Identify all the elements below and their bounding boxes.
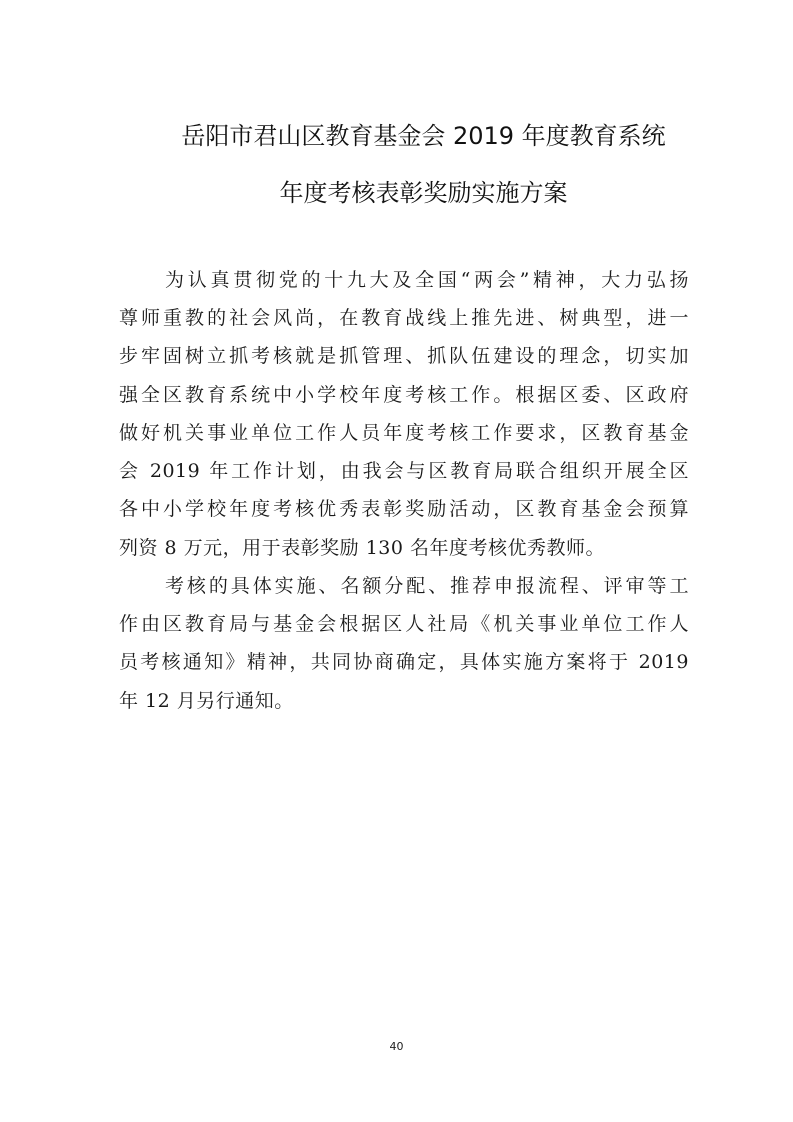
paragraph-line: 做好机关事业单位工作人员年度考核工作要求，区教育基金 <box>119 422 689 444</box>
document-title-line-1: 岳阳市君山区教育基金会 2019 年度教育系统 <box>181 122 666 150</box>
paragraph-line: 员考核通知》精神，共同协商确定，具体实施方案将于 2019 <box>119 651 689 673</box>
paragraph-line: 会 2019 年工作计划，由我会与区教育局联合组织开展全区 <box>119 460 689 482</box>
paragraph-line: 尊师重教的社会风尚，在教育战线上推先进、树典型，进一 <box>119 307 689 329</box>
paragraph-line: 各中小学校年度考核优秀表彰奖励活动，区教育基金会预算 <box>119 498 689 520</box>
paragraph-line: 作由区教育局与基金会根据区人社局《机关事业单位工作人 <box>119 613 689 635</box>
paragraph-line: 为认真贯彻党的十九大及全国“两会”精神，大力弘扬 <box>165 269 689 291</box>
paragraph-line: 考核的具体实施、名额分配、推荐申报流程、评审等工 <box>165 575 689 597</box>
paragraph-line: 年 12 月另行通知。 <box>119 690 294 712</box>
paragraph-line: 强全区教育系统中小学校年度考核工作。根据区委、区政府 <box>119 384 689 406</box>
document-title-line-2: 年度考核表彰奖励实施方案 <box>279 179 568 207</box>
paragraph-line: 列资 8 万元，用于表彰奖励 130 名年度考核优秀教师。 <box>119 537 606 559</box>
page-number: 40 <box>389 1040 404 1053</box>
paragraph-line: 步牢固树立抓考核就是抓管理、抓队伍建设的理念，切实加 <box>119 345 689 367</box>
